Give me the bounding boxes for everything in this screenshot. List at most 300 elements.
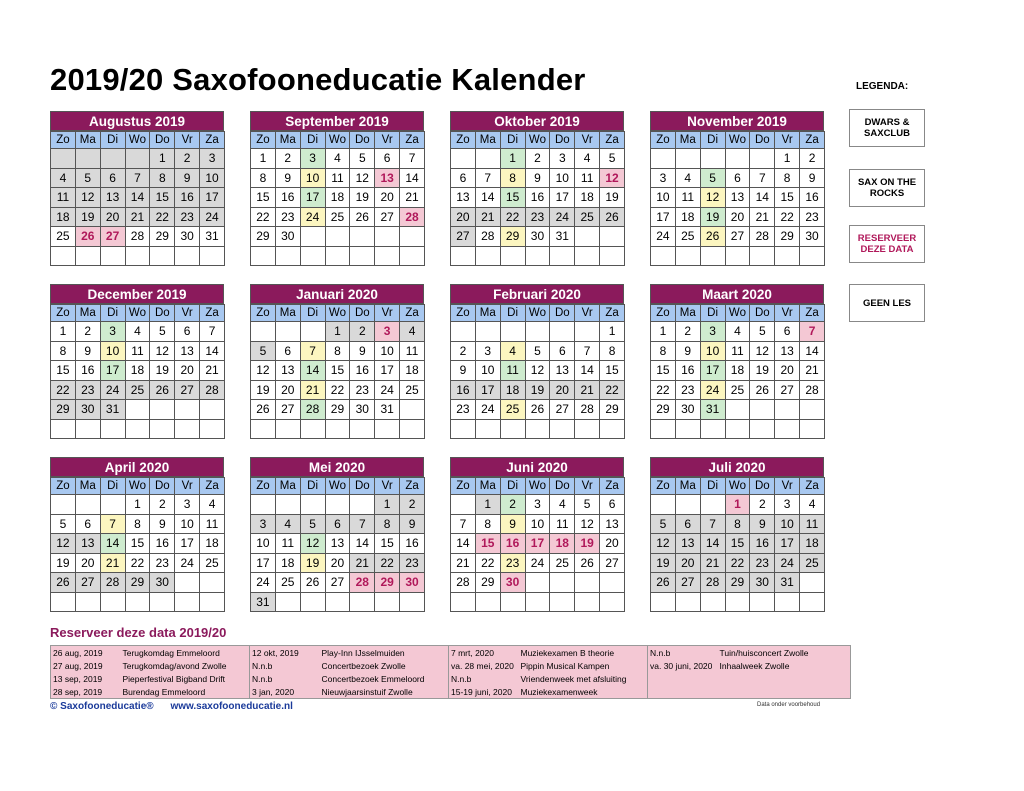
weekday-header: Ma — [675, 478, 700, 495]
day-cell: 24 — [300, 207, 325, 227]
reserve-event: Burendag Emmeloord — [121, 685, 250, 699]
reserve-date: N.n.b — [250, 659, 320, 672]
day-cell: 13 — [100, 188, 125, 208]
weekday-header: Di — [500, 478, 525, 495]
weekday-header: Za — [200, 305, 225, 322]
reserve-date: 7 mrt, 2020 — [449, 646, 519, 660]
day-cell — [550, 573, 575, 593]
day-cell: 5 — [51, 514, 76, 534]
day-cell: 2 — [400, 495, 425, 515]
day-cell — [651, 246, 676, 266]
day-cell: 9 — [451, 361, 476, 381]
day-cell: 18 — [275, 553, 300, 573]
day-cell: 24 — [375, 380, 400, 400]
month-grid — [250, 131, 425, 266]
day-cell — [125, 400, 150, 420]
month-title: Februari 2020 — [450, 284, 624, 304]
day-cell: 17 — [651, 207, 676, 227]
day-cell — [575, 419, 600, 439]
weekday-header: Di — [700, 478, 725, 495]
day-cell: 22 — [375, 553, 400, 573]
day-cell: 30 — [350, 400, 375, 420]
day-cell — [275, 592, 300, 612]
day-cell: 28 — [575, 400, 600, 420]
weekday-header: Zo — [451, 132, 476, 149]
day-cell: 10 — [300, 168, 325, 188]
day-cell: 8 — [600, 341, 625, 361]
weekday-header: Wo — [725, 132, 750, 149]
day-cell: 23 — [451, 400, 476, 420]
day-cell: 29 — [375, 573, 400, 593]
day-cell: 18 — [725, 361, 750, 381]
day-cell: 28 — [475, 227, 500, 247]
day-cell — [150, 246, 175, 266]
day-cell: 1 — [651, 322, 676, 342]
weekday-header: Vr — [775, 132, 800, 149]
day-cell: 13 — [175, 341, 200, 361]
day-cell: 13 — [75, 534, 100, 554]
day-cell: 1 — [150, 149, 175, 169]
day-cell: 11 — [550, 514, 575, 534]
day-cell — [100, 246, 125, 266]
day-cell — [51, 495, 76, 515]
day-cell: 6 — [325, 514, 350, 534]
day-cell: 26 — [350, 207, 375, 227]
day-cell: 31 — [200, 227, 225, 247]
day-cell: 6 — [725, 168, 750, 188]
day-cell — [700, 495, 725, 515]
day-cell: 13 — [550, 361, 575, 381]
month-grid — [50, 477, 225, 612]
day-cell: 18 — [800, 534, 825, 554]
day-cell — [175, 592, 200, 612]
day-cell — [525, 592, 550, 612]
weekday-header: Ma — [75, 305, 100, 322]
reserve-event — [718, 672, 851, 685]
day-cell: 5 — [150, 322, 175, 342]
day-cell: 19 — [150, 361, 175, 381]
day-cell: 8 — [651, 341, 676, 361]
weekday-header: Wo — [525, 478, 550, 495]
day-cell: 6 — [375, 149, 400, 169]
day-cell — [175, 419, 200, 439]
day-cell: 12 — [300, 534, 325, 554]
day-cell: 7 — [200, 322, 225, 342]
weekday-header: Do — [350, 478, 375, 495]
day-cell: 23 — [275, 207, 300, 227]
day-cell: 27 — [325, 573, 350, 593]
day-cell: 17 — [251, 553, 276, 573]
day-cell: 7 — [400, 149, 425, 169]
day-cell: 5 — [75, 168, 100, 188]
day-cell — [51, 592, 76, 612]
day-cell: 26 — [75, 227, 100, 247]
weekday-header: Ma — [475, 305, 500, 322]
day-cell — [125, 419, 150, 439]
reserve-event: Pippin Musical Kampen — [519, 659, 648, 672]
day-cell — [375, 246, 400, 266]
day-cell — [275, 495, 300, 515]
day-cell: 4 — [550, 495, 575, 515]
day-cell: 20 — [275, 380, 300, 400]
day-cell: 11 — [725, 341, 750, 361]
day-cell: 2 — [750, 495, 775, 515]
day-cell — [725, 592, 750, 612]
day-cell: 11 — [51, 188, 76, 208]
day-cell: 22 — [775, 207, 800, 227]
day-cell — [75, 419, 100, 439]
day-cell — [400, 246, 425, 266]
day-cell: 8 — [500, 168, 525, 188]
day-cell — [300, 246, 325, 266]
day-cell: 3 — [200, 149, 225, 169]
day-cell — [675, 495, 700, 515]
day-cell: 8 — [125, 514, 150, 534]
legend-reserveer: RESERVEER DEZE DATA — [849, 225, 925, 263]
reserve-date — [648, 685, 718, 699]
day-cell: 4 — [275, 514, 300, 534]
day-cell — [375, 419, 400, 439]
day-cell: 16 — [175, 188, 200, 208]
day-cell — [651, 149, 676, 169]
day-cell: 22 — [500, 207, 525, 227]
day-cell: 14 — [750, 188, 775, 208]
day-cell — [251, 495, 276, 515]
day-cell: 4 — [325, 149, 350, 169]
month-10 — [450, 457, 624, 612]
day-cell: 24 — [550, 207, 575, 227]
day-cell: 1 — [125, 495, 150, 515]
weekday-header: Vr — [375, 478, 400, 495]
day-cell: 21 — [575, 380, 600, 400]
day-cell: 9 — [500, 514, 525, 534]
website-link[interactable]: www.saxofooneducatie.nl — [170, 701, 293, 712]
weekday-header: Ma — [275, 132, 300, 149]
day-cell: 6 — [100, 168, 125, 188]
day-cell — [275, 246, 300, 266]
weekday-header: Zo — [251, 132, 276, 149]
day-cell — [600, 419, 625, 439]
day-cell — [75, 592, 100, 612]
day-cell: 21 — [125, 207, 150, 227]
day-cell: 28 — [400, 207, 425, 227]
day-cell: 23 — [500, 553, 525, 573]
day-cell: 24 — [775, 553, 800, 573]
month-2 — [450, 111, 624, 266]
day-cell — [300, 495, 325, 515]
reserve-event: Vriendenweek met afsluiting — [519, 672, 648, 685]
day-cell — [325, 495, 350, 515]
day-cell: 5 — [300, 514, 325, 534]
reserve-date: N.n.b — [648, 646, 718, 660]
day-cell: 20 — [550, 380, 575, 400]
weekday-header: Zo — [251, 478, 276, 495]
reserve-event: Concertbezoek Zwolle — [320, 659, 449, 672]
weekday-header: Zo — [51, 478, 76, 495]
weekday-header: Ma — [675, 132, 700, 149]
month-grid — [50, 304, 225, 439]
day-cell: 19 — [350, 188, 375, 208]
day-cell — [100, 592, 125, 612]
day-cell — [300, 592, 325, 612]
day-cell: 6 — [451, 168, 476, 188]
day-cell — [475, 592, 500, 612]
day-cell: 19 — [51, 553, 76, 573]
day-cell: 7 — [350, 514, 375, 534]
day-cell: 23 — [800, 207, 825, 227]
day-cell: 15 — [725, 534, 750, 554]
day-cell: 17 — [525, 534, 550, 554]
day-cell: 1 — [725, 495, 750, 515]
day-cell: 28 — [300, 400, 325, 420]
day-cell: 10 — [775, 514, 800, 534]
day-cell — [451, 149, 476, 169]
weekday-header: Vr — [175, 478, 200, 495]
day-cell: 11 — [200, 514, 225, 534]
weekday-header: Zo — [251, 305, 276, 322]
day-cell: 24 — [100, 380, 125, 400]
weekday-header: Vr — [375, 132, 400, 149]
day-cell: 30 — [150, 573, 175, 593]
day-cell: 26 — [150, 380, 175, 400]
day-cell: 4 — [675, 168, 700, 188]
legend-title: LEGENDA: — [856, 81, 909, 92]
day-cell: 9 — [150, 514, 175, 534]
page-title: 2019/20 Saxofooneducatie Kalender — [50, 62, 586, 97]
day-cell: 2 — [800, 149, 825, 169]
day-cell: 24 — [475, 400, 500, 420]
day-cell: 18 — [550, 534, 575, 554]
day-cell — [800, 573, 825, 593]
day-cell: 21 — [350, 553, 375, 573]
day-cell: 12 — [51, 534, 76, 554]
day-cell — [550, 419, 575, 439]
reserve-event: Pieperfestival Bigband Drift — [121, 672, 250, 685]
day-cell: 26 — [51, 573, 76, 593]
day-cell: 30 — [525, 227, 550, 247]
day-cell — [575, 246, 600, 266]
day-cell: 22 — [150, 207, 175, 227]
weekday-header: Ma — [275, 305, 300, 322]
reserve-date: 26 aug, 2019 — [51, 646, 121, 660]
weekday-header: Za — [800, 132, 825, 149]
day-cell: 26 — [651, 573, 676, 593]
month-grid — [250, 304, 425, 439]
day-cell: 20 — [375, 188, 400, 208]
day-cell: 8 — [475, 514, 500, 534]
legend-sax-on-the-rocks: SAX ON THE ROCKS — [849, 169, 925, 207]
day-cell: 15 — [51, 361, 76, 381]
month-0 — [50, 111, 224, 266]
day-cell: 2 — [275, 149, 300, 169]
day-cell — [750, 400, 775, 420]
day-cell: 14 — [100, 534, 125, 554]
day-cell: 28 — [451, 573, 476, 593]
day-cell: 27 — [775, 380, 800, 400]
day-cell — [550, 322, 575, 342]
weekday-header: Zo — [51, 132, 76, 149]
reserve-event: Muziekexamen B theorie — [519, 646, 648, 660]
day-cell: 21 — [451, 553, 476, 573]
weekday-header: Do — [550, 305, 575, 322]
month-11 — [650, 457, 824, 612]
copyright: © Saxofooneducatie® — [50, 701, 154, 712]
day-cell: 10 — [700, 341, 725, 361]
day-cell: 20 — [75, 553, 100, 573]
day-cell: 9 — [350, 341, 375, 361]
day-cell: 20 — [675, 553, 700, 573]
reserve-row — [51, 646, 851, 660]
weekday-header: Zo — [651, 132, 676, 149]
day-cell: 3 — [775, 495, 800, 515]
day-cell: 26 — [525, 400, 550, 420]
day-cell: 6 — [75, 514, 100, 534]
day-cell: 13 — [775, 341, 800, 361]
day-cell: 29 — [51, 400, 76, 420]
day-cell: 29 — [475, 573, 500, 593]
weekday-header: Di — [300, 132, 325, 149]
month-grid — [250, 477, 425, 612]
day-cell — [75, 149, 100, 169]
day-cell: 12 — [525, 361, 550, 381]
day-cell: 8 — [325, 341, 350, 361]
weekday-header: Za — [600, 305, 625, 322]
day-cell: 31 — [375, 400, 400, 420]
day-cell: 15 — [150, 188, 175, 208]
day-cell — [725, 400, 750, 420]
day-cell: 24 — [251, 573, 276, 593]
month-grid — [450, 304, 625, 439]
day-cell — [525, 322, 550, 342]
day-cell: 11 — [325, 168, 350, 188]
day-cell: 15 — [375, 534, 400, 554]
day-cell: 2 — [75, 322, 100, 342]
day-cell: 6 — [600, 495, 625, 515]
day-cell: 10 — [375, 341, 400, 361]
day-cell: 17 — [100, 361, 125, 381]
day-cell — [800, 246, 825, 266]
weekday-header: Wo — [125, 478, 150, 495]
weekday-header: Do — [550, 478, 575, 495]
weekday-header: Ma — [75, 132, 100, 149]
day-cell: 21 — [700, 553, 725, 573]
day-cell: 23 — [350, 380, 375, 400]
day-cell: 3 — [550, 149, 575, 169]
day-cell — [451, 322, 476, 342]
day-cell: 12 — [750, 341, 775, 361]
disclaimer-note: Data onder voorbehoud — [757, 702, 821, 708]
day-cell: 31 — [251, 592, 276, 612]
day-cell: 2 — [500, 495, 525, 515]
day-cell — [451, 419, 476, 439]
day-cell: 1 — [475, 495, 500, 515]
weekday-header: Do — [150, 132, 175, 149]
day-cell — [525, 419, 550, 439]
day-cell: 27 — [600, 553, 625, 573]
day-cell: 30 — [500, 573, 525, 593]
day-cell: 3 — [525, 495, 550, 515]
day-cell: 25 — [550, 553, 575, 573]
day-cell: 15 — [500, 188, 525, 208]
day-cell: 18 — [675, 207, 700, 227]
day-cell: 11 — [575, 168, 600, 188]
day-cell: 6 — [175, 322, 200, 342]
day-cell — [51, 149, 76, 169]
day-cell: 21 — [475, 207, 500, 227]
reserve-event: Nieuwjaarsinstuif Zwolle — [320, 685, 449, 699]
day-cell: 17 — [200, 188, 225, 208]
day-cell — [675, 419, 700, 439]
weekday-header: Wo — [125, 305, 150, 322]
reserve-event: Terugkomdag Emmeloord — [121, 646, 250, 660]
day-cell — [375, 227, 400, 247]
day-cell: 14 — [400, 168, 425, 188]
day-cell — [675, 592, 700, 612]
day-cell — [275, 419, 300, 439]
day-cell: 15 — [600, 361, 625, 381]
day-cell: 5 — [251, 341, 276, 361]
day-cell: 16 — [451, 380, 476, 400]
day-cell: 27 — [100, 227, 125, 247]
weekday-header: Ma — [75, 478, 100, 495]
day-cell: 10 — [175, 514, 200, 534]
weekday-header: Ma — [675, 305, 700, 322]
day-cell: 25 — [51, 227, 76, 247]
day-cell: 9 — [800, 168, 825, 188]
day-cell: 14 — [575, 361, 600, 381]
weekday-header: Di — [500, 132, 525, 149]
day-cell — [750, 592, 775, 612]
day-cell: 25 — [575, 207, 600, 227]
day-cell: 27 — [725, 227, 750, 247]
day-cell: 21 — [750, 207, 775, 227]
reserve-row — [51, 672, 851, 685]
day-cell — [350, 592, 375, 612]
day-cell: 19 — [525, 380, 550, 400]
day-cell — [51, 246, 76, 266]
day-cell: 13 — [600, 514, 625, 534]
day-cell: 27 — [451, 227, 476, 247]
day-cell — [500, 592, 525, 612]
day-cell — [251, 419, 276, 439]
day-cell — [475, 149, 500, 169]
day-cell: 7 — [575, 341, 600, 361]
day-cell: 31 — [100, 400, 125, 420]
day-cell: 5 — [575, 495, 600, 515]
day-cell: 22 — [475, 553, 500, 573]
day-cell: 5 — [350, 149, 375, 169]
weekday-header: Za — [200, 478, 225, 495]
day-cell — [451, 592, 476, 612]
day-cell: 11 — [400, 341, 425, 361]
day-cell — [400, 227, 425, 247]
day-cell: 13 — [675, 534, 700, 554]
day-cell — [775, 592, 800, 612]
month-9 — [250, 457, 424, 612]
day-cell — [750, 149, 775, 169]
day-cell: 22 — [651, 380, 676, 400]
day-cell: 18 — [200, 534, 225, 554]
legend-dwars-saxclub: DWARS & SAXCLUB — [849, 109, 925, 147]
weekday-header: Di — [300, 305, 325, 322]
weekday-header: Zo — [451, 478, 476, 495]
weekday-header: Vr — [175, 132, 200, 149]
day-cell: 21 — [400, 188, 425, 208]
day-cell: 27 — [175, 380, 200, 400]
day-cell — [200, 246, 225, 266]
day-cell: 11 — [675, 188, 700, 208]
day-cell: 3 — [700, 322, 725, 342]
